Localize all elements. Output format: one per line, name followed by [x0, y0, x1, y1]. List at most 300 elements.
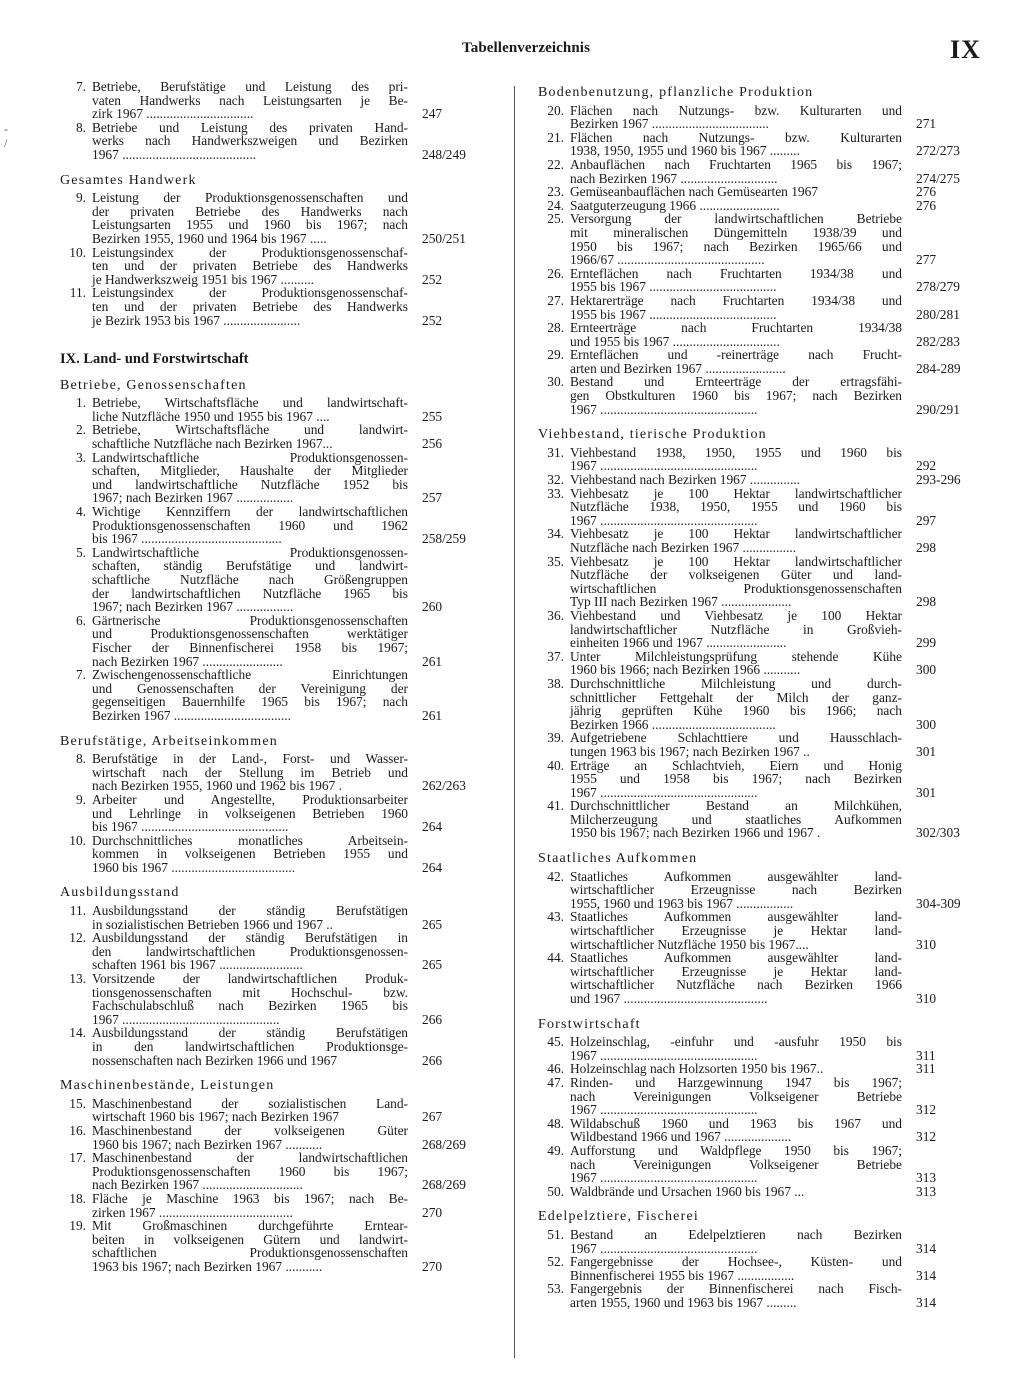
toc-entry	[60, 834, 480, 875]
entry-page: 262/263	[422, 778, 466, 794]
entry-page: 290/291	[916, 401, 960, 417]
entry-page: 282/283	[916, 333, 960, 349]
entry-title-line: Produktionsgenossenschaften 1960 bis 1967;	[92, 1163, 408, 1179]
section-heading: Viehbestand, tierische Produktion	[538, 427, 767, 443]
entry-title	[570, 321, 902, 348]
entry-title-line: 1967 ...............................................	[570, 1047, 758, 1063]
entry-page: 311	[916, 1061, 936, 1077]
toc-entry	[60, 614, 480, 668]
entry-title	[570, 158, 902, 185]
entry-number: 8.	[75, 119, 86, 135]
entry-title-line: 1960 bis 1967; nach Bezirken 1967 ...........	[92, 1136, 323, 1152]
entry-title-line: Viehbestand nach Bezirken 1967 ...............	[570, 472, 801, 488]
entry-title-line: Fläche je Maschine 1963 bis 1967; nach Be-	[92, 1190, 408, 1206]
entry-title-line: 1967; nach Bezirken 1967 .................	[92, 599, 294, 615]
entry-number: 15.	[69, 1095, 86, 1111]
toc-entry	[60, 972, 480, 1026]
entry-title-line: mit mineralischen Düngemitteln 1938/39 und	[570, 224, 902, 240]
entry-title-line: Flächen nach Nutzungs- bzw. Kulturarten	[570, 129, 902, 145]
entry-title	[92, 972, 408, 1026]
entry-title-line: Holzeinschlag, -einfuhr und -ausfuhr 1950 bis	[570, 1034, 902, 1050]
entry-title-line: schaftlichen Produktionsgenossenschaften	[92, 1245, 408, 1261]
entry-number: 18.	[69, 1190, 86, 1206]
entry-title-line: Berufstätige in der Land-, Forst- und Wasser-	[92, 751, 408, 767]
entry-title-line: vaten Handwerks nach Leistungsarten je Be-	[92, 92, 408, 108]
entry-page: 255	[422, 408, 443, 424]
entry-page: 247	[422, 106, 443, 122]
entry-number: 21.	[547, 129, 564, 145]
entry-page: 266	[422, 1011, 443, 1027]
entry-title	[570, 870, 902, 911]
entry-title-line: wirtschaftlicher Erzeugnisse je Hektar land-	[570, 923, 902, 939]
toc-entry	[60, 752, 480, 793]
entry-title-line: Leistung der Produktionsgenossenschaften und	[92, 190, 408, 206]
entry-title-line: wirtschaftlichen Produktionsgenossenschaften	[570, 580, 902, 596]
entry-number: 11.	[69, 285, 86, 301]
entry-title	[570, 731, 902, 758]
entry-number: 46.	[547, 1061, 564, 1077]
entry-title-line: Landwirtschaftliche Produktionsgenossen-	[92, 449, 408, 465]
toc-entry	[538, 104, 974, 131]
entry-page: 298	[916, 540, 937, 555]
toc-entry	[538, 1035, 974, 1062]
entry-title-line: Aufforstung und Waldpflege 1950 bis 1967;	[570, 1142, 902, 1158]
margin-mark: /	[4, 136, 8, 150]
entry-title-line: Viehbesatz je 100 Hektar landwirtschaftlicher	[570, 526, 902, 542]
entry-number: 40.	[547, 757, 564, 773]
toc-entry	[60, 1192, 480, 1219]
entry-title-line: nach Bezirken 1967 ..............................	[92, 1177, 303, 1193]
entry-title	[570, 212, 902, 266]
toc-entry	[538, 267, 974, 294]
entry-title-line: und Produktionsgenossenschaften werktätiger	[92, 626, 408, 642]
entry-number: 44.	[547, 950, 564, 966]
entry-page: 268/269	[422, 1177, 466, 1193]
entry-title-line: Staatliches Aufkommen ausgewählter land-	[570, 868, 902, 884]
entry-title-line: nach Bezirken 1967 .............................	[570, 170, 778, 186]
toc-entry	[538, 1282, 974, 1309]
entry-title-line: Viehbesatz je 100 Hektar landwirtschaftlicher	[570, 553, 902, 569]
entry-title-line: Flächen nach Nutzungs- bzw. Kulturarten und	[570, 102, 902, 118]
entry-title-line: 1955 und 1958 bis 1967; nach Bezirken	[570, 771, 902, 787]
entry-title-line: der privaten Betriebe des Handwerks nach	[92, 203, 408, 219]
toc-entry	[60, 1219, 480, 1273]
entry-title	[92, 1097, 408, 1124]
entry-page: 302/303	[916, 825, 960, 841]
entry-title-line: Bestand an Edelpelztieren nach Bezirken	[570, 1226, 902, 1242]
entry-title-line: Waldbrände und Ursachen 1960 bis 1967 ...	[570, 1183, 805, 1199]
entry-title	[92, 614, 408, 668]
entry-title	[570, 1062, 902, 1076]
entry-title	[92, 1151, 408, 1192]
entry-number: 24.	[547, 197, 564, 213]
toc-entry	[538, 1117, 974, 1144]
entry-title	[570, 1228, 902, 1255]
entry-title-line: 1950 bis 1967; nach Bezirken 1966 und 1967 .	[570, 825, 821, 841]
entry-title-line: Fangergebnisse der Hochsee-, Küsten- und	[570, 1254, 902, 1270]
entry-page: 267	[422, 1109, 443, 1125]
toc-entry	[538, 1185, 974, 1199]
entry-title-line: und 1967 ...........................................	[570, 991, 768, 1006]
toc-left-column	[60, 80, 480, 1274]
entry-title-line: tionsgenossenschaften mit Hochschul- bzw.	[92, 984, 408, 1000]
entry-title-line: Binnenfischerei 1955 bis 1967 .................	[570, 1267, 795, 1283]
entry-title-line: 1955, 1960 und 1963 bis 1967 .................	[570, 895, 794, 911]
entry-title-line: 1967 ...............................................	[570, 512, 758, 528]
entry-number: 10.	[69, 244, 86, 260]
entry-title-line: 1967; nach Bezirken 1967 .................	[92, 490, 294, 506]
entry-title-line: Aufgetriebene Schlachttiere und Hausschlach-	[570, 730, 902, 746]
entry-page: 312	[916, 1102, 937, 1118]
entry-title-line: Ernteerträge nach Fruchtarten 1934/38	[570, 320, 902, 336]
entry-page: 257	[422, 490, 443, 506]
entry-title-line: 1967 ...............................................	[570, 784, 758, 800]
entry-title-line: 1960 bis 1967 .....................................	[92, 859, 296, 875]
entry-title-line: 1960 bis 1966; nach Bezirken 1966 ...........	[570, 662, 801, 678]
entry-page: 260	[422, 599, 443, 615]
entry-title-line: wirtschaft nach der Stellung im Betrieb und	[92, 764, 408, 780]
entry-title-line: und Genossenschaften der Vereinigung der	[92, 680, 408, 696]
entry-title	[570, 1255, 902, 1282]
entry-title-line: Rinden- und Harzgewinnung 1947 bis 1967;	[570, 1074, 902, 1090]
entry-title	[92, 793, 408, 834]
entry-page: 271	[916, 116, 937, 132]
entry-title-line: einheiten 1966 und 1967 ........................	[570, 635, 787, 651]
entry-page: 276	[916, 197, 937, 213]
entry-title-line: 1967 ........................................	[92, 146, 257, 162]
entry-title-line: 1963 bis 1967; nach Bezirken 1967 ...........	[92, 1258, 323, 1274]
toc-entry	[60, 793, 480, 834]
entry-title-line: Viehbestand 1938, 1950, 1955 und 1960 bis	[570, 444, 902, 460]
entry-number: 38.	[547, 675, 564, 691]
entry-title-line: den landwirtschaftlichen Produktionsgenossen-	[92, 943, 408, 959]
column-divider	[514, 86, 515, 1358]
entry-title-line: der landwirtschaftlichen Nutzfläche 1965 bis	[92, 585, 408, 601]
entry-title-line: Bezirken 1967 ...................................	[570, 116, 769, 132]
entry-page: 313	[916, 1170, 937, 1186]
entry-number: 7.	[75, 667, 86, 683]
entry-number: 2.	[75, 422, 86, 438]
entry-title-line: Wildabschuß 1960 und 1963 bis 1967 und	[570, 1115, 902, 1131]
entry-title-line: Bezirken 1955, 1960 und 1964 bis 1967 .....	[92, 230, 327, 246]
entry-title-line: arten und Bezirken 1967 ........................	[570, 360, 786, 376]
entry-title-line: wirtschaftlicher Nutzfläche 1950 bis 1967....	[570, 936, 809, 952]
entry-title	[570, 951, 902, 1005]
entry-title-line: werks nach Handwerkszweigen und Bezirken	[92, 133, 408, 149]
entry-number: 28.	[547, 320, 564, 336]
entry-page: 265	[422, 957, 443, 973]
entry-page: 314	[916, 1267, 937, 1283]
entry-title-line: in den landwirtschaftlichen Produktionsge-	[92, 1039, 408, 1054]
entry-title-line: Arbeiter und Angestellte, Produktionsarbeiter	[92, 791, 408, 807]
entry-title-line: Maschinenbestand der volkseigenen Güter	[92, 1122, 408, 1138]
toc-entry	[60, 80, 480, 121]
entry-page: 272/273	[916, 143, 960, 159]
entry-page: 261	[422, 707, 443, 723]
entry-title	[570, 446, 902, 473]
entry-title	[570, 294, 902, 321]
toc-entry	[60, 451, 480, 505]
toc-entry	[538, 951, 974, 1005]
entry-title-line: wirtschaftlicher Erzeugnisse je Hektar land-	[570, 963, 902, 979]
entry-number: 42.	[547, 868, 564, 884]
margin-mark: -	[4, 122, 8, 136]
entry-number: 16.	[69, 1122, 86, 1138]
entry-number: 30.	[547, 374, 564, 390]
page-number: IX	[950, 35, 981, 64]
entry-title-line: Betriebe, Wirtschaftsfläche und landwirtschaft-	[92, 395, 408, 411]
entry-title-line: Viehbestand und Viehbesatz je 100 Hektar	[570, 607, 902, 623]
section-heading: Forstwirtschaft	[538, 1016, 641, 1032]
entry-title	[570, 759, 902, 800]
entry-title-line: Betriebe, Wirtschaftsfläche und landwirt-	[92, 422, 408, 438]
entry-number: 48.	[547, 1115, 564, 1131]
toc-entry	[60, 121, 480, 162]
entry-title	[570, 375, 902, 416]
toc-entry	[60, 396, 480, 423]
entry-title	[92, 505, 408, 546]
entry-title-line: Ausbildungsstand der ständig Berufstätigen	[92, 1025, 408, 1041]
section-heading: Ausbildungsstand	[60, 885, 180, 901]
entry-title	[570, 910, 902, 951]
entry-title-line: Staatliches Aufkommen ausgewählter land-	[570, 909, 902, 925]
entry-title-line: Viehbesatz je 100 Hektar landwirtschaftlicher	[570, 485, 902, 501]
entry-title	[570, 348, 902, 375]
entry-title	[92, 1026, 408, 1067]
entry-number: 53.	[547, 1281, 564, 1297]
entry-number: 26.	[547, 265, 564, 281]
toc-entry	[60, 1124, 480, 1151]
entry-title	[92, 1124, 408, 1151]
entry-title-line: Durchschnittliches monatliches Arbeitsein-	[92, 832, 408, 848]
entry-page: 274/275	[916, 170, 960, 186]
entry-page: 314	[916, 1240, 937, 1256]
toc-entry	[538, 731, 974, 758]
entry-number: 1.	[75, 395, 86, 411]
entry-title-line: Bezirken 1967 ...................................	[92, 707, 291, 723]
toc-right-column	[538, 80, 974, 1309]
section-heading: Edelpelztiere, Fischerei	[538, 1209, 699, 1225]
entry-title	[570, 487, 902, 528]
entry-title-line: schaftliche Nutzfläche nach Größengruppen	[92, 572, 408, 587]
entry-number: 35.	[547, 553, 564, 569]
entry-page: 252	[422, 271, 443, 287]
entry-title	[570, 555, 902, 609]
entry-title-line: 1967 ...............................................	[570, 1240, 758, 1256]
toc-entry	[60, 1026, 480, 1067]
toc-entry	[60, 546, 480, 614]
entry-title-line: 1966/67 ............................................	[570, 252, 765, 268]
entry-title-line: arten 1955, 1960 und 1963 bis 1967 .........	[570, 1294, 797, 1310]
entry-number: 25.	[547, 211, 564, 227]
entry-title-line: kommen in volkseigenen Betrieben 1955 und	[92, 846, 408, 862]
entry-title-line: Wildbestand 1966 und 1967 ....................	[570, 1129, 792, 1145]
toc-entry	[538, 677, 974, 731]
entry-title-line: und Lehrlinge in volkseigenen Betrieben 1960	[92, 805, 408, 821]
entry-page: 268/269	[422, 1136, 466, 1152]
entry-page: 261	[422, 653, 443, 669]
entry-page: 314	[916, 1294, 937, 1310]
entry-title-line: wirtschaft 1960 bis 1967; nach Bezirken 1967	[92, 1109, 339, 1125]
entry-number: 20.	[547, 102, 564, 118]
entry-title	[92, 1192, 408, 1219]
entry-number: 50.	[547, 1183, 564, 1199]
entry-page: 293-296	[916, 472, 961, 488]
entry-title-line: gegenseitigen Bauernhilfe 1965 bis 1967; nach	[92, 694, 408, 710]
entry-page: 301	[916, 784, 937, 800]
entry-page: 298	[916, 594, 937, 610]
entry-title	[92, 451, 408, 505]
entry-title	[92, 931, 408, 972]
running-header-title: Tabellenverzeichnis	[462, 40, 591, 56]
entry-title-line: Unter Milchleistungsprüfung stehende Kühe	[570, 648, 902, 664]
entry-title	[570, 104, 902, 131]
entry-title-line: nach Vereinigungen Volkseigener Betriebe	[570, 1088, 902, 1104]
entry-title-line: je Bezirk 1953 bis 1967 .......................	[92, 312, 301, 328]
entry-title-line: jährig geprüften Kühe 1960 bis 1966; nach	[570, 703, 902, 719]
entry-title	[570, 473, 902, 487]
entry-title-line: Ausbildungsstand der ständig Berufstätigen	[92, 903, 408, 919]
toc-entry	[60, 931, 480, 972]
entry-title-line: schnittlicher Fettgehalt der Milch der ganz-	[570, 689, 902, 705]
entry-title-line: 1967 ...............................................	[570, 1102, 758, 1118]
entry-title	[92, 904, 408, 931]
entry-number: 32.	[547, 472, 564, 488]
toc-entry	[538, 650, 974, 677]
entry-page: 300	[916, 716, 937, 732]
toc-entry	[538, 199, 974, 213]
toc-entry	[538, 131, 974, 158]
entry-page: 310	[916, 991, 937, 1006]
entry-page: 256	[422, 436, 443, 452]
entry-number: 13.	[69, 971, 86, 987]
toc-entry	[538, 348, 974, 375]
entry-number: 3.	[75, 449, 86, 465]
toc-entry	[60, 423, 480, 450]
entry-title-line: Staatliches Aufkommen ausgewählter land-	[570, 950, 902, 966]
entry-title-line: Betriebe, Berufstätige und Leistung des pri-	[92, 79, 408, 94]
toc-entry	[60, 191, 480, 245]
entry-title-line: Ausbildungsstand der ständig Berufstätigen in	[92, 930, 408, 946]
entry-title	[570, 1185, 902, 1199]
entry-page: 270	[422, 1204, 443, 1220]
entry-page: 300	[916, 662, 937, 678]
toc-entry	[538, 158, 974, 185]
entry-title-line: Ernteflächen nach Fruchtarten 1934/38 und	[570, 265, 902, 281]
toc-entry	[538, 185, 974, 199]
entry-title-line: Nutzfläche 1938, 1950, 1955 und 1960 bis	[570, 499, 902, 515]
entry-title-line: Hektarerträge nach Fruchtarten 1934/38 und	[570, 292, 902, 308]
entry-title	[570, 677, 902, 731]
entry-number: 34.	[547, 526, 564, 542]
entry-title-line: ten und der privaten Betriebe des Handwerks	[92, 298, 408, 314]
entry-title-line: nach Bezirken 1955, 1960 und 1962 bis 1967 .	[92, 778, 342, 794]
entry-title-line: schaften, Mitglieder, Haushalte der Mitglieder	[92, 463, 408, 479]
section-heading: Bodenbenutzung, pflanzliche Produktion	[538, 85, 814, 100]
entry-title-line: Erträge an Schlachtvieh, Eiern und Honig	[570, 757, 902, 773]
entry-title-line: Maschinenbestand der landwirtschaftlichen	[92, 1150, 408, 1166]
entry-title	[570, 1117, 902, 1144]
entry-title	[92, 396, 408, 423]
toc-entry	[538, 294, 974, 321]
entry-number: 37.	[547, 648, 564, 664]
entry-page: 299	[916, 635, 937, 651]
toc-entry	[538, 799, 974, 840]
entry-title-line: schaften, ständig Berufstätige und landwirt-	[92, 558, 408, 574]
entry-number: 8.	[75, 751, 86, 767]
entry-title	[92, 121, 408, 162]
entry-title-line: Landwirtschaftliche Produktionsgenossen-	[92, 544, 408, 560]
entry-title	[570, 1282, 902, 1309]
entry-title	[92, 191, 408, 245]
entry-title-line: Bezirken 1966 .....................................	[570, 716, 776, 732]
entry-number: 23.	[547, 184, 564, 200]
toc-entry	[60, 246, 480, 287]
entry-title-line: Typ III nach Bezirken 1967 .....................	[570, 594, 792, 610]
entry-title	[92, 752, 408, 793]
entry-title-line: wirtschaftlicher Nutzfläche nach Bezirken 1966	[570, 977, 902, 993]
entry-number: 11.	[69, 903, 86, 919]
entry-page: 278/279	[916, 279, 960, 295]
section-heading: Gesamtes Handwerk	[60, 172, 197, 188]
entry-number: 19.	[69, 1218, 86, 1234]
entry-title-line: bis 1967 ............................................	[92, 819, 289, 835]
entry-number: 47.	[547, 1074, 564, 1090]
entry-page: 276	[916, 184, 937, 200]
entry-number: 51.	[547, 1226, 564, 1242]
entry-number: 33.	[547, 485, 564, 501]
toc-entry	[538, 1144, 974, 1185]
part-heading: IX. Land- und Forstwirtschaft	[60, 351, 249, 368]
entry-title-line: Gärtnerische Produktionsgenossenschaften	[92, 612, 408, 628]
entry-title-line: Durchschnittliche Milchleistung und durch-	[570, 675, 902, 691]
toc-entry	[538, 487, 974, 528]
entry-title-line: liche Nutzfläche 1950 und 1955 bis 1967 ....	[92, 408, 330, 424]
toc-entry	[60, 286, 480, 327]
entry-title-line: 1967 ...............................................	[92, 1011, 280, 1027]
entry-title-line: Milcherzeugung und staatliches Aufkommen	[570, 811, 902, 827]
entry-number: 27.	[547, 292, 564, 308]
toc-entry	[538, 609, 974, 650]
entry-title	[92, 246, 408, 287]
entry-title-line: nach Vereinigungen Volkseigener Betriebe	[570, 1156, 902, 1172]
entry-title	[92, 546, 408, 614]
toc-entry	[538, 1076, 974, 1117]
toc-entry	[538, 1228, 974, 1255]
entry-number: 45.	[547, 1034, 564, 1050]
entry-title-line: Gemüseanbauflächen nach Gemüsearten 1967	[570, 184, 818, 200]
entry-title-line: 1955 bis 1967 ......................................	[570, 279, 777, 295]
entry-title	[570, 199, 902, 213]
entry-title-line: Betriebe und Leistung des privaten Hand-	[92, 119, 408, 135]
toc-entry	[538, 446, 974, 473]
toc-entry	[538, 870, 974, 911]
entry-page: 252	[422, 312, 443, 328]
entry-title-line: Bestand und Ernteerträge der ertragsfähi-	[570, 374, 902, 390]
entry-number: 9.	[75, 791, 86, 807]
entry-title-line: ten und der privaten Betriebe des Handwerks	[92, 258, 408, 274]
toc-entry	[538, 1255, 974, 1282]
entry-title-line: und 1955 bis 1967 ................................	[570, 333, 780, 349]
entry-title-line: Nutzfläche der volkseigenen Güter und land-	[570, 567, 902, 583]
entry-page: 313	[916, 1183, 937, 1199]
entry-page: 277	[916, 252, 937, 268]
entry-title-line: und landwirtschaftliche Nutzfläche 1952 bis	[92, 476, 408, 492]
entry-page: 270	[422, 1258, 443, 1274]
entry-title-line: nossenschaften nach Bezirken 1966 und 1967	[92, 1052, 338, 1068]
entry-title-line: Fischer der Binnenfischerei 1958 bis 1967;	[92, 639, 408, 655]
entry-title-line: 1967 ...............................................	[570, 458, 758, 474]
